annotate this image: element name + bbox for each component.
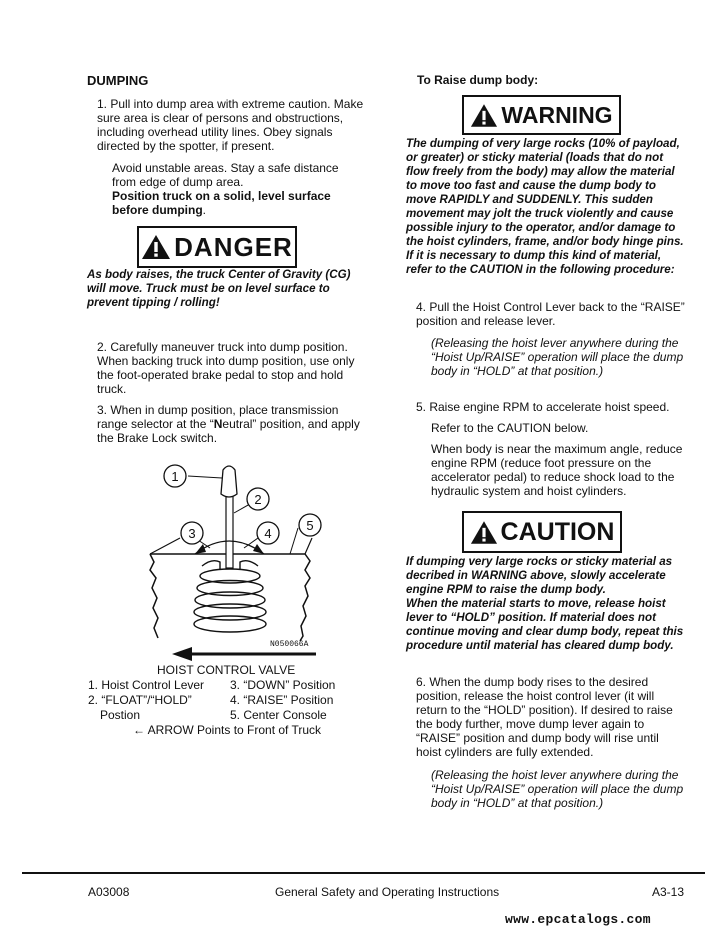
alert-triangle-icon [470,520,498,545]
danger-sign [137,226,297,268]
caution-text-1: If dumping very large rocks or sticky material as decribed in WARNING above, slowly accelerate engine RPM to raise the dump body. [406,555,673,596]
step-5-text: 5. Raise engine RPM to accelerate hoist speed. [416,400,670,414]
callout-4-label: 4 [264,526,272,541]
arrow-left-icon [172,647,192,661]
danger-text: As body raises, the truck Center of Gravity (CG) will move. Truck must be on level surface to prevent tipping / rolling! [87,268,351,309]
caution-label: CAUTION [500,517,615,546]
callout-2-label: 2 [254,492,262,507]
footer-title: General Safety and Operating Instructions [275,885,500,899]
legend-item: 2. “FLOAT”/“HOLD” [88,693,192,707]
position-text: Position truck on a solid, level surface before dumping. [112,189,331,217]
legend-item: 3. “DOWN” Position [230,678,336,692]
legend-item: 1. Hoist Control Lever [88,678,205,692]
watermark: www.epcatalogs.com [505,912,651,927]
step-6-text: 6. When the dump body rises to the desired position, release the hoist control lever (it will return to the “HOLD” position). If desired to raise the body further, move dump lever again to “RAISE” position and dump body will rise until hoist cylinders are fully extended. [416,675,673,759]
legend-item: 4. “RAISE” Position [230,693,334,707]
step-5-detail: When body is near the maximum angle, reduce engine RPM (reduce foot pressure on the accelerator pedal) to reduce shock load to the hydraulic system and hoist cylinders. [431,442,683,498]
avoid-text: Avoid unstable areas. Stay a safe distance from edge of dump area. [112,161,339,189]
footer-page-number: A3-13 [652,885,685,899]
footer-rule [22,872,705,874]
alert-triangle-icon [141,234,171,260]
arrow-note: ← ARROW Points to Front of Truck [133,723,322,737]
warning-text: The dumping of very large rocks (10% of payload, or greater) or sticky material (loads that do not flow freely from the body) may allow the material to move too fast and cause the dump body to move RAPIDLY and SUDDENLY. This sudden movement may jolt the truck violently and cause possible injury to the operator, and/or damage to the hoist cylinders, frame, and/or body hinge pins. If it is necessary to dump this kind of material, refer to the CAUTION in the following procedure: [406,137,684,276]
callout-5-label: 5 [306,518,314,533]
hoist-control-valve-figure [140,458,335,663]
step-1-text: 1. Pull into dump area with extreme caution. Make sure area is clear of persons and obstructions, including overhead utility lines. Obey signals directed by the spotter, if present. [97,97,364,153]
step-3-text: 3. When in dump position, place transmission range selector at the “Neutral” position, and apply the Brake Lock switch. [97,403,360,445]
step-5-ref: Refer to the CAUTION below. [431,421,589,435]
step-2-text: 2. Carefully maneuver truck into dump position. When backing truck into dump position, use only the foot-operated brake pedal to stop and hold truck. [97,340,355,396]
step-4-note: (Releasing the hoist lever anywhere during the “Hoist Up/RAISE” operation will place the dump body in “HOLD” at that position.) [431,336,684,378]
step-6-note: (Releasing the hoist lever anywhere during the “Hoist Up/RAISE” operation will place the dump body in “HOLD” at that position.) [431,768,684,810]
callout-3-label: 3 [188,526,196,541]
footer-doc-code: A03008 [88,885,130,899]
figure-title: HOIST CONTROL VALVE [157,663,296,677]
legend-item: Postion [100,708,141,722]
caution-sign [462,511,622,553]
figure-code: N050066A [270,640,309,649]
alert-triangle-icon [470,103,498,128]
warning-sign [462,95,621,135]
step-4-text: 4. Pull the Hoist Control Lever back to the “RAISE” position and release lever. [416,300,685,328]
callout-1-label: 1 [171,469,179,484]
danger-label: DANGER [174,231,293,262]
caution-text-2: When the material starts to move, release hoist lever to “HOLD” position. If material does not continue moving and clear dump body, repeat this procedure until material has cleared dump body. [406,597,684,652]
raise-subheading: To Raise dump body: [417,73,539,87]
warning-label: WARNING [501,101,613,128]
legend-item: 5. Center Console [230,708,327,722]
section-heading: DUMPING [87,73,149,88]
